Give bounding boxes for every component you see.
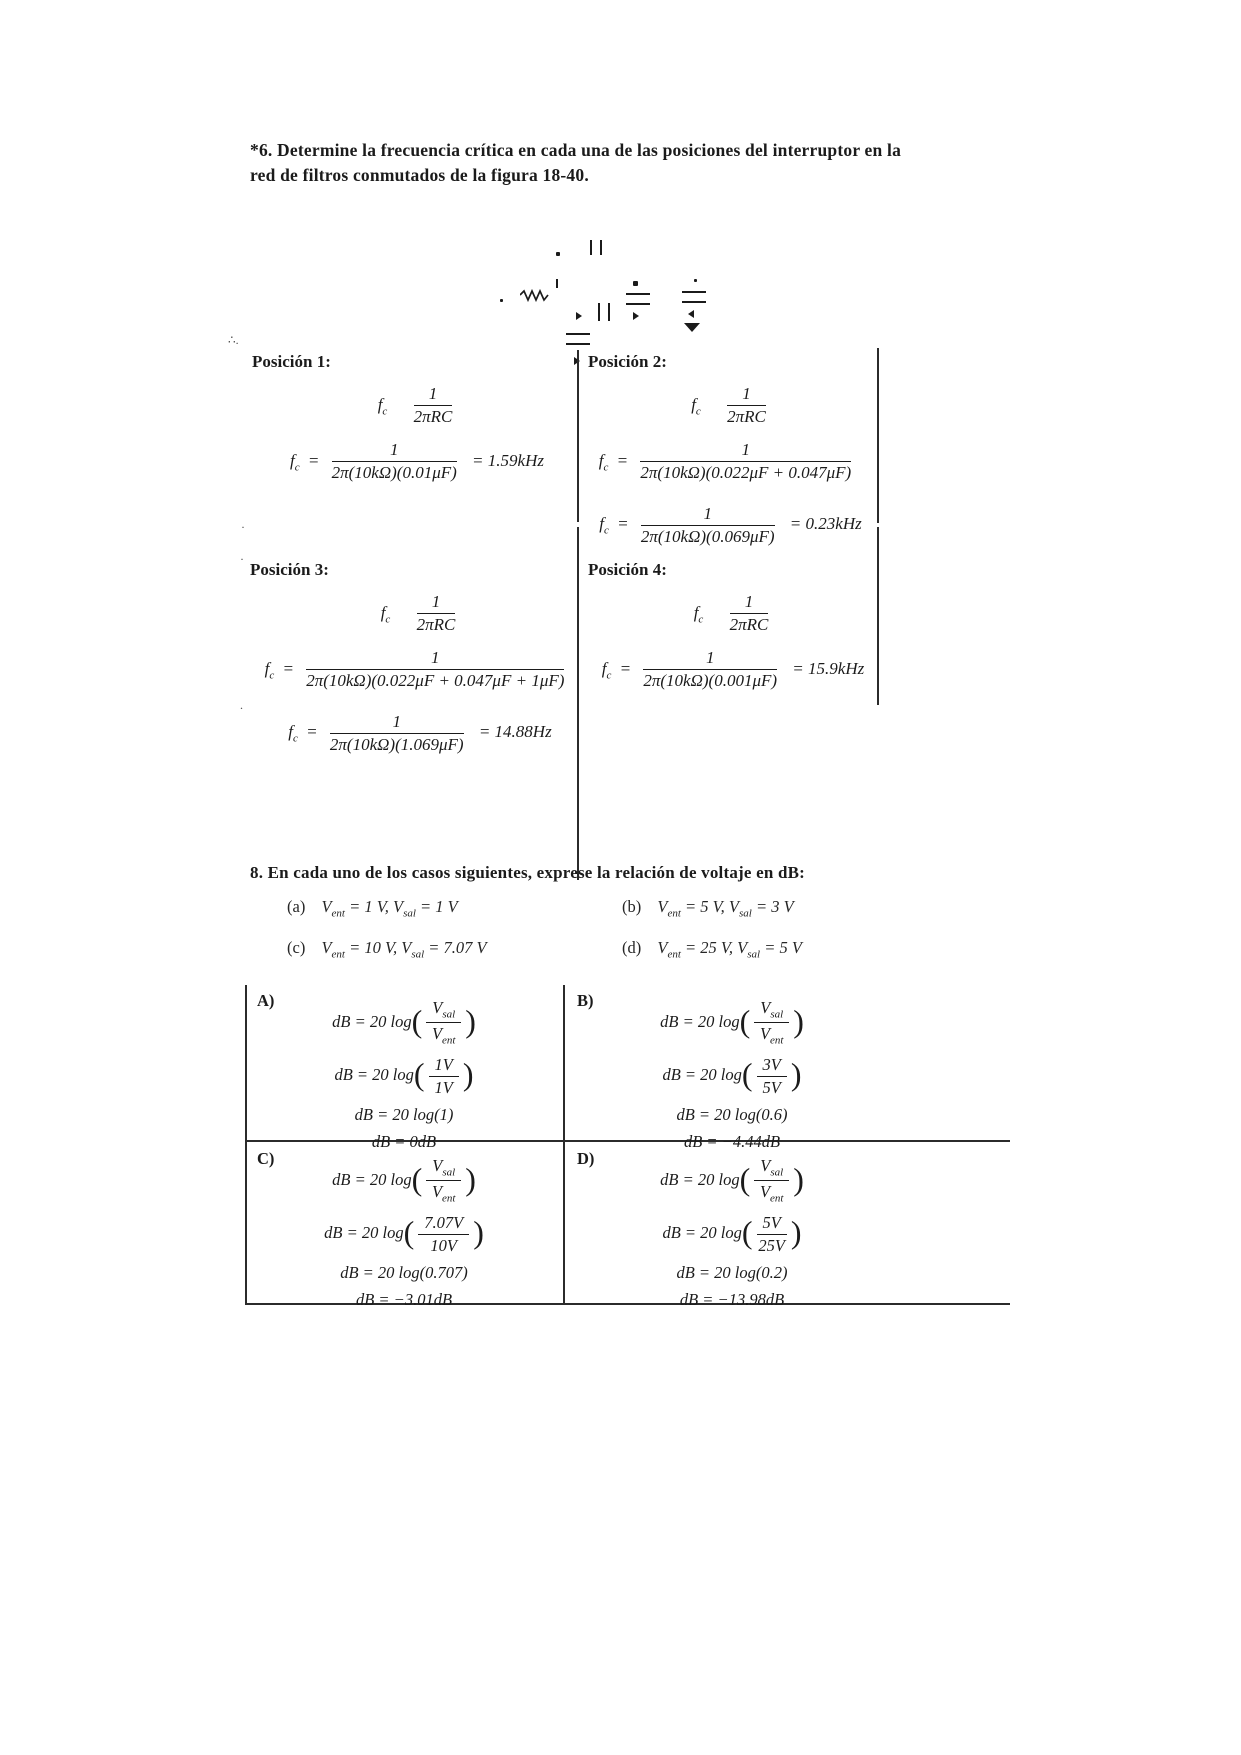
case-item-c: (c) $V_{ent} = 10$ V, $V_{sal} = 7.07$ V [287, 938, 487, 961]
ground-icon [684, 323, 700, 332]
posicion-title: Posición 1: [252, 352, 331, 371]
fraction: $\frac{1}{\text{2πRC}}$ [416, 592, 456, 635]
fc-symbol: $f_c$ [598, 450, 609, 473]
db-result-line: dB = −3.01dB [355, 1289, 453, 1309]
posicion-3-block [250, 560, 590, 755]
db-formula-values: dB = 20 log( $\frac{3V}{5V}$ ) [662, 1054, 802, 1097]
fraction: $\frac{1}{2\pi(10k\Omega)(0.069\mu F)}$ [640, 503, 775, 546]
cell-label: A) [257, 991, 275, 1010]
db-formula-generic: dB = 20 log( $\frac{V_{sal}}{V_{ent}}$ ) [660, 1156, 804, 1205]
fraction: $\frac{7.07V}{10V}$ [418, 1213, 469, 1256]
fc-symbol: $f_c$ [377, 394, 388, 418]
db-log-line: dB = 20 log(0.707) [340, 1262, 468, 1282]
switch-pole-icon [556, 279, 558, 288]
generic-formula [588, 592, 878, 636]
result-value: = 1.59kHz [472, 450, 544, 470]
capacitor-icon [682, 291, 706, 303]
db-formula-values: dB = 20 log( $\frac{1V}{1V}$ ) [334, 1054, 474, 1097]
posicion-1-block [252, 352, 582, 484]
step-formula: $f_c$ = $\frac{1}{2\pi(10k\Omega)(0.022\mu F + 0.047\mu F + 1\mu F)}$ [264, 647, 565, 691]
cell-label: D) [577, 1149, 595, 1168]
posicion-2-block [588, 352, 873, 547]
case-item-b: (b) $V_{ent} = 5$ V, $V_{sal} = 3$ V [622, 897, 794, 920]
scan-artifact: . [240, 698, 243, 712]
db-formula-values: dB = 20 log( $\frac{5V}{25V}$ ) [662, 1212, 802, 1255]
arrow-icon [688, 310, 694, 318]
scan-artifact: ∴. [228, 333, 239, 347]
capacitor-icon [590, 240, 602, 255]
step-formula: $f_c$ = $\frac{1}{2\pi(10k\Omega)(0.022\mu F + 0.047\mu F)}$ [598, 439, 852, 483]
fraction: $\frac{V_{sal}}{V_{ent}}$ [754, 1156, 789, 1206]
fraction: $\frac{1}{2\pi(10k\Omega)(1.069\mu F)}$ [329, 711, 464, 754]
step-formula: $f_c$ = $\frac{1}{2\pi(10k\Omega)(1.069\mu F)}$ = 14.88Hz [288, 711, 552, 754]
resistor-icon [520, 289, 552, 307]
generic-formula [250, 592, 590, 636]
db-log-line: dB = 20 log(0.6) [676, 1104, 788, 1124]
fraction: $\frac{1}{2\pi(10k\Omega)(0.022\mu F + 0.047\mu F + 1\mu F)}$ [306, 647, 565, 691]
posicion-title: Posición 3: [250, 560, 329, 579]
step-formula: $f_c$ = $\frac{1}{2\pi(10k\Omega)(0.01\mu F)}$ = 1.59kHz [290, 439, 544, 483]
fc-symbol: $f_c$ [380, 602, 391, 626]
scan-artifact: · [240, 552, 244, 566]
fc-symbol: $f_c$ [288, 722, 298, 745]
capacitor-icon [626, 293, 650, 305]
column-divider [877, 348, 879, 523]
step-formula: $f_c$ = $\frac{1}{2\pi(10k\Omega)(0.069\mu F)}$ = 0.23kHz [599, 503, 862, 546]
fraction: $\frac{1V}{1V}$ [429, 1055, 459, 1098]
posicion-title: Posición 2: [588, 352, 667, 371]
fraction: $\frac{1}{2\pi(10k\Omega)(0.001\mu F)}$ [643, 647, 778, 691]
node-dot [556, 252, 560, 256]
db-cell-a [247, 988, 561, 1159]
node-dot [633, 281, 638, 286]
db-cell-d [567, 1146, 897, 1317]
scan-artifact: · [241, 520, 245, 534]
fc-symbol: $f_c$ [691, 394, 701, 418]
fc-symbol: $f_c$ [599, 514, 609, 537]
arrow-icon [633, 312, 639, 320]
fraction: $\frac{1}{\text{2πRC}}$ [413, 384, 453, 427]
db-result-line: dB = 0dB [371, 1131, 437, 1151]
case-item-a: (a) $V_{ent} = 1$ V, $V_{sal} = 1$ V [287, 897, 458, 920]
capacitor-icon [598, 303, 610, 321]
fraction: $\frac{5V}{25V}$ [758, 1212, 786, 1255]
generic-formula [252, 384, 582, 428]
arrow-icon [576, 312, 582, 320]
db-log-line: dB = 20 log(0.2) [676, 1262, 788, 1282]
db-cell-c [247, 1146, 561, 1317]
node-dot [694, 279, 697, 282]
db-formula-generic: dB = 20 log( $\frac{V_{sal}}{V_{ent}}$ ) [332, 1156, 476, 1205]
db-result-line: dB = −4.44dB [683, 1131, 781, 1151]
fraction: $\frac{3V}{5V}$ [757, 1055, 787, 1098]
fc-symbol: $f_c$ [693, 602, 704, 626]
db-formula-generic: dB = 20 log( $\frac{V_{sal}}{V_{ent}}$ ) [660, 998, 804, 1047]
fraction: $\frac{V_{sal}}{V_{ent}}$ [754, 998, 789, 1048]
fraction: $\frac{V_{sal}}{V_{ent}}$ [426, 998, 461, 1048]
fraction: $\frac{1}{\text{2πRC}}$ [729, 592, 769, 635]
table-border [563, 985, 565, 1305]
db-log-line: dB = 20 log(1) [354, 1104, 454, 1124]
capacitor-icon [566, 333, 590, 345]
fc-symbol: $f_c$ [290, 450, 300, 473]
result-value: = 15.9kHz [792, 658, 865, 678]
cell-label: C) [257, 1149, 275, 1168]
fc-symbol: $f_c$ [264, 658, 275, 681]
generic-formula [588, 384, 873, 428]
db-formula-generic: dB = 20 log( $\frac{V_{sal}}{V_{ent}}$ ) [332, 998, 476, 1047]
problem8-heading: 8. En cada uno de los casos siguientes, exprese la relación de voltaje en dB: [250, 863, 806, 882]
fraction: $\frac{1}{2\pi(10k\Omega)(0.022\mu F + 0.047\mu F)}$ [640, 439, 852, 483]
fraction: $\frac{1}{\text{2πRC}}$ [727, 384, 766, 427]
fraction: $\frac{1}{2\pi(10k\Omega)(0.01\mu F)}$ [331, 439, 457, 483]
db-cell-b [567, 988, 897, 1159]
posicion-4-block [588, 560, 878, 692]
problem6-title: *6. Determine la frecuencia crítica en cada una de las posiciones del interruptor en la red de filtros conmutados de la figura 18-40. [250, 140, 902, 185]
result-value: = 14.88Hz [478, 722, 552, 742]
node-dot [500, 299, 503, 302]
posicion-title: Posición 4: [588, 560, 667, 579]
step-formula: $f_c$ = $\frac{1}{2\pi(10k\Omega)(0.001\mu F)}$ = 15.9kHz [601, 647, 865, 691]
result-value: = 0.23kHz [789, 514, 862, 534]
fc-symbol: $f_c$ [601, 658, 612, 681]
fraction: $\frac{V_{sal}}{V_{ent}}$ [426, 1156, 461, 1206]
cell-label: B) [577, 991, 594, 1010]
db-result-line: dB = −13.98dB [679, 1289, 785, 1309]
db-formula-values: dB = 20 log( $\frac{7.07V}{10V}$ ) [324, 1212, 484, 1255]
case-item-d: (d) $V_{ent} = 25$ V, $V_{sal} = 5$ V [622, 938, 802, 961]
